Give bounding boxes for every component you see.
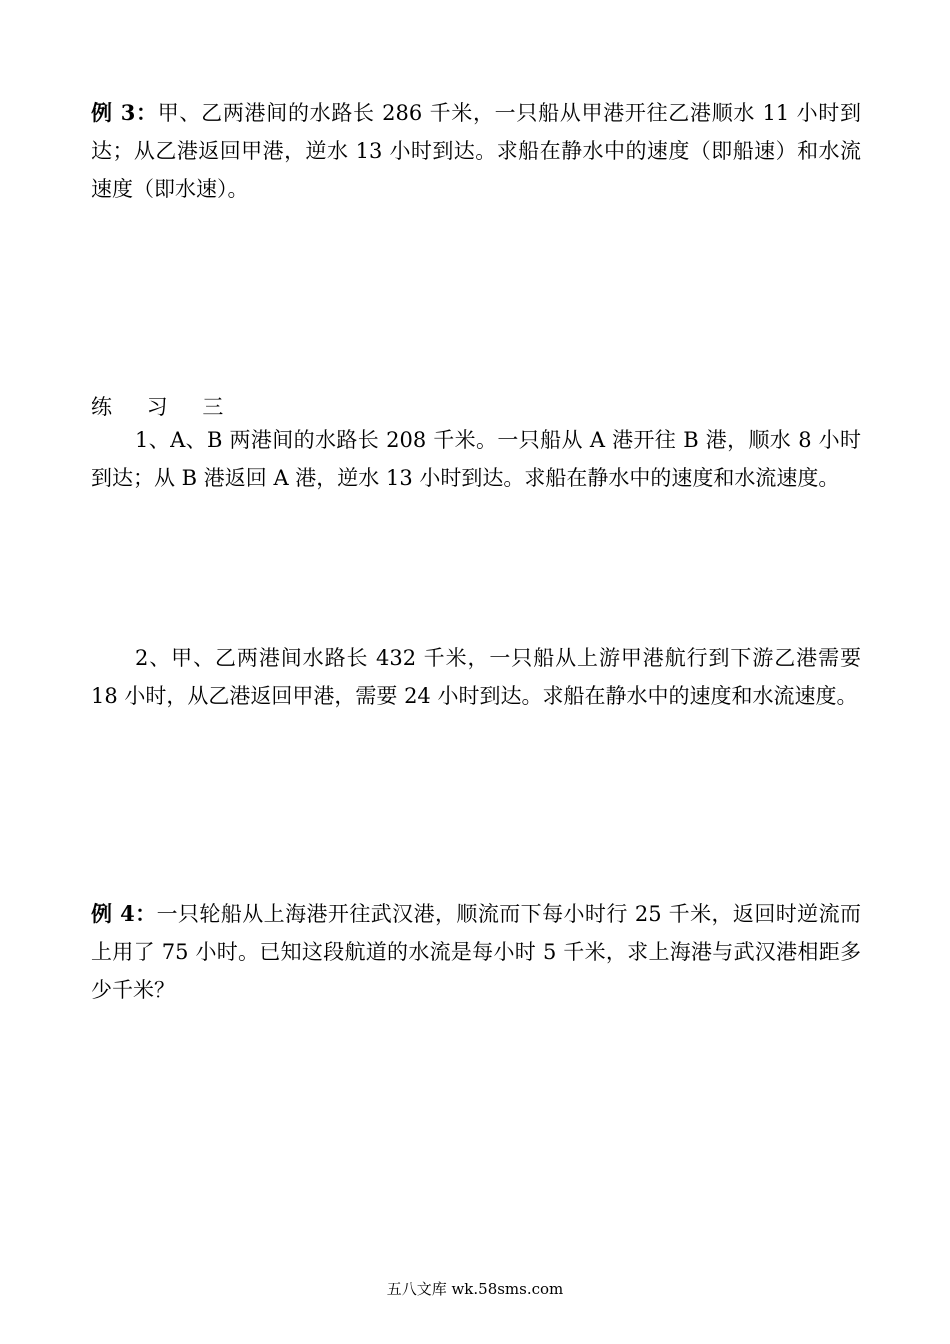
example-4-label: 例 4： [91,901,157,926]
example-3-label: 例 3： [91,100,158,125]
page-footer: 五八文库 wk.58sms.com [386,1280,564,1298]
example-4-text: 一只轮船从上海港开往武汉港，顺流而下每小时行 25 千米，返回时逆流而上用了 75 小时。已知这段航道的水流是每小时 5 千米，求上海港与武汉港相距多少千米？ [91,902,861,1002]
example-3 [91,94,861,208]
practice-3-question-1: 1、A、B 两港间的水路长 208 千米。一只船从 A 港开往 B 港，顺水 8 小时到达；从 B 港返回 A 港，逆水 13 小时到达。求船在静水中的速度和水流速度。 [91,428,861,490]
practice-3-question-2: 2、甲、乙两港间水路长 432 千米，一只船从上游甲港航行到下游乙港需要 18 小时，从乙港返回甲港，需要 24 小时到达。求船在静水中的速度和水流速度。 [91,646,861,708]
practice-3-heading: 练 习 三 [91,395,238,419]
example-4 [91,895,861,1009]
example-3-text: 甲、乙两港间的水路长 286 千米，一只船从甲港开往乙港顺水 11 小时到达；从乙港返回甲港，逆水 13 小时到达。求船在静水中的速度（即船速）和水流速度（即水速）。 [91,101,861,201]
